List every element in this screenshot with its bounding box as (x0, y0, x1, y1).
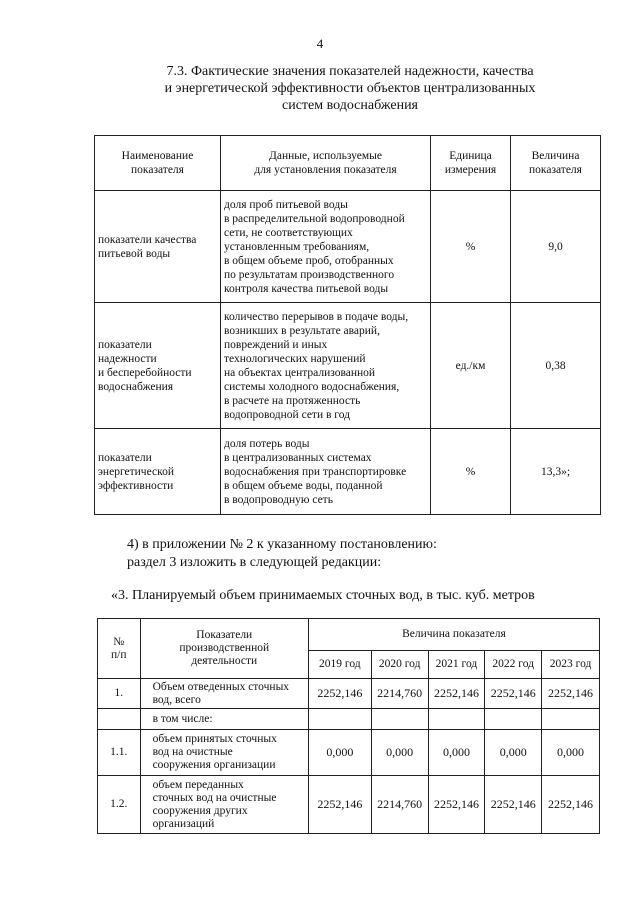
header-unit: Единица измерения (431, 136, 511, 191)
paragraph-line-1: 4) в приложении № 2 к указанному постановлению: (127, 537, 437, 552)
row-label: объем переданных сточных вод на очистные сооружения других организаций (140, 776, 308, 834)
row-data: доля проб питьевой воды в распределительной водопроводной сети, не соответствующих установленным требованиям, в общем объеме проб, отобранных по результатам производственного контроля качества питьевой воды (221, 191, 431, 303)
row-unit: % (431, 191, 511, 303)
row-value: 2252,146 (542, 776, 600, 834)
row-value (542, 709, 600, 730)
table-row (98, 776, 600, 834)
heading-line-3: систем водоснабжения (281, 98, 418, 113)
row-unit: % (431, 429, 511, 515)
header-name: Наименование показателя (95, 136, 221, 191)
row-number: 1.2. (98, 776, 141, 834)
header-year: 2023 год (542, 651, 600, 679)
row-data: доля потерь воды в централизованных системах водоснабжения при транспортировке в общем объеме воды, поданной в водопроводную сеть (221, 429, 431, 515)
row-number: 1. (98, 679, 141, 709)
header-value: Величина показателя (511, 136, 601, 191)
paragraph-line-2: раздел 3 изложить в следующей редакции: (127, 555, 382, 570)
row-value: 0,000 (542, 730, 600, 776)
header-value: Величина показателя (308, 619, 599, 651)
header-year: 2020 год (371, 651, 428, 679)
row-value: 13,3»; (511, 429, 601, 515)
row-value: 2252,146 (308, 679, 371, 709)
table-row (95, 191, 601, 303)
row-number: 1.1. (98, 730, 141, 776)
header-year: 2019 год (308, 651, 371, 679)
table-header-row (95, 136, 601, 191)
header-data: Данные, используемые для установления показателя (221, 136, 431, 191)
row-value: 0,000 (308, 730, 371, 776)
row-value: 2252,146 (308, 776, 371, 834)
table-row (95, 429, 601, 515)
row-name: показатели энергетической эффективности (95, 429, 221, 515)
row-label: в том числе: (140, 709, 308, 730)
heading-line-1: 7.3. Фактические значения показателей надежности, качества (166, 64, 534, 79)
row-value: 0,38 (511, 303, 601, 429)
table-row (98, 709, 600, 730)
row-value: 2214,760 (371, 679, 428, 709)
row-name: показатели качества питьевой воды (95, 191, 221, 303)
section-heading (120, 63, 580, 114)
row-data: количество перерывов в подаче воды, возникших в результате аварий, повреждений и иных технологических нарушений на объектах централизованной системы холодного водоснабжения, в расчете на протяженность водопроводной сети в год (221, 303, 431, 429)
table-row (95, 303, 601, 429)
table-row (98, 730, 600, 776)
header-number: № п/п (98, 619, 141, 679)
page-number: 4 (316, 36, 324, 51)
heading-line-2: и энергетической эффективности объектов централизованных (164, 81, 536, 96)
row-value (308, 709, 371, 730)
row-value: 2252,146 (485, 776, 542, 834)
row-value (371, 709, 428, 730)
row-value: 0,000 (485, 730, 542, 776)
row-value (428, 709, 485, 730)
table-header-row (98, 619, 600, 651)
row-value: 2214,760 (371, 776, 428, 834)
header-year: 2022 год (485, 651, 542, 679)
header-indicators: Показатели производственной деятельности (140, 619, 308, 679)
row-value: 2252,146 (542, 679, 600, 709)
row-value: 9,0 (511, 191, 601, 303)
row-value (485, 709, 542, 730)
row-label: объем принятых сточных вод на очистные сооружения организации (140, 730, 308, 776)
row-name: показатели надежности и бесперебойности водоснабжения (95, 303, 221, 429)
row-number (98, 709, 141, 730)
row-value: 2252,146 (428, 679, 485, 709)
indicators-table (94, 135, 601, 515)
row-value: 2252,146 (428, 776, 485, 834)
wastewater-volume-table (97, 618, 600, 834)
row-value: 2252,146 (485, 679, 542, 709)
row-value: 0,000 (371, 730, 428, 776)
table-row (98, 679, 600, 709)
row-label: Объем отведенных сточных вод, всего (140, 679, 308, 709)
row-value: 0,000 (428, 730, 485, 776)
section-title: «3. Планируемый объем принимаемых сточных вод, в тыс. куб. метров (111, 588, 535, 603)
row-unit: ед./км (431, 303, 511, 429)
header-year: 2021 год (428, 651, 485, 679)
